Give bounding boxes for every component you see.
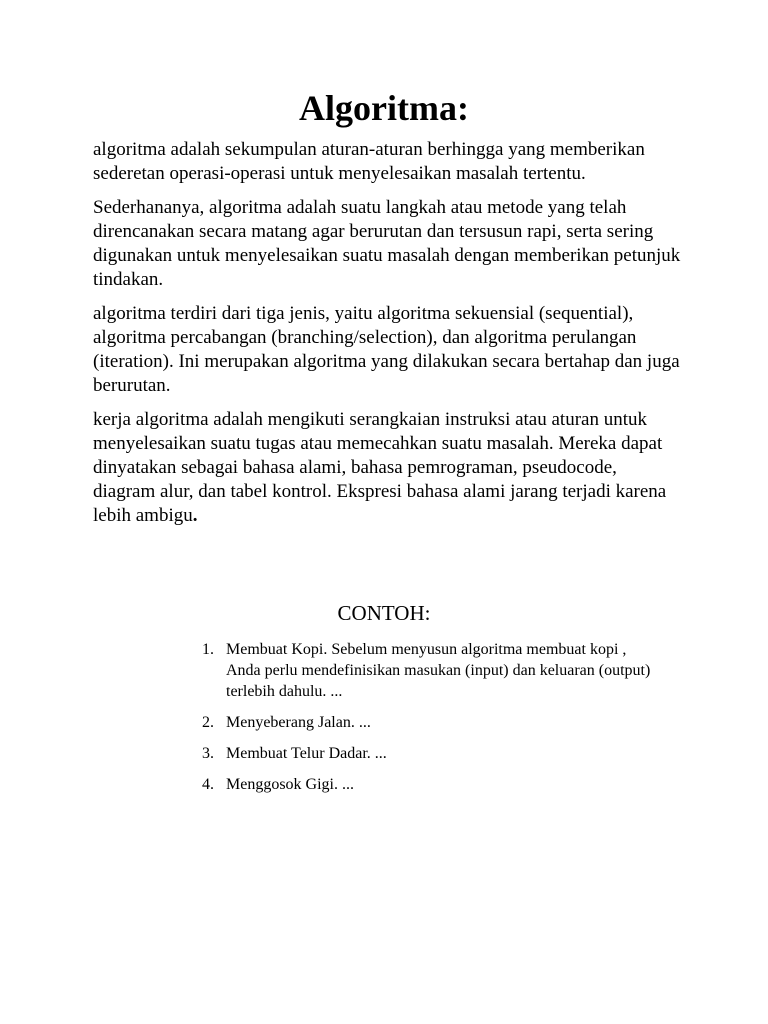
body-text	[93, 138, 683, 538]
list-item	[202, 743, 652, 764]
list-item-number: 4.	[202, 776, 214, 793]
list-item-text: Menyeberang Jalan. ...	[226, 714, 371, 731]
list-item-text: Menggosok Gigi. ...	[226, 776, 354, 793]
paragraph-simple-explanation	[93, 196, 683, 292]
list-item	[202, 774, 652, 795]
document-title: Algoritma:	[299, 88, 469, 128]
paragraph-text: Sederhananya, algoritma adalah suatu langkah atau metode yang telah direncanakan secara matang agar berurutan dan tersusun rapi, serta sering digunakan untuk menyelesaikan suatu masalah dengan memberikan petunjuk tindakan.	[93, 197, 681, 290]
list-item	[202, 639, 652, 702]
paragraph-text: algoritma adalah sekumpulan aturan-aturan berhingga yang memberikan sederetan operasi-operasi untuk menyelesaikan masalah tertentu.	[93, 139, 645, 184]
list-item-text: Membuat Kopi. Sebelum menyusun algoritma membuat kopi , Anda perlu mendefinisikan masukan (input) dan keluaran (output) terlebih dahulu. ...	[226, 641, 651, 700]
list-item	[202, 712, 652, 733]
examples-heading: CONTOH:	[337, 601, 431, 625]
paragraph-text: algoritma terdiri dari tiga jenis, yaitu algoritma sekuensial (sequential), algoritma percabangan (branching/selection), dan algoritma perulangan (iteration). Ini merupakan algoritma yang dilakukan secara bertahap dan juga berurutan.	[93, 303, 680, 396]
paragraph-bold-period: .	[192, 505, 198, 526]
list-item-number: 2.	[202, 714, 214, 731]
examples-list	[202, 639, 652, 805]
paragraph-how-it-works	[93, 408, 683, 528]
list-item-number: 3.	[202, 745, 214, 762]
paragraph-text: kerja algoritma adalah mengikuti serangkaian instruksi atau aturan untuk menyelesaikan suatu tugas atau memecahkan suatu masalah. Mereka dapat dinyatakan sebagai bahasa alami, bahasa pemrograman, pseudocode, diagram alur, dan tabel kontrol. Ekspresi bahasa alami jarang terjadi karena lebih ambigu	[93, 409, 667, 526]
list-item-text: Membuat Telur Dadar. ...	[226, 745, 387, 762]
list-item-number: 1.	[202, 641, 214, 658]
paragraph-types	[93, 302, 683, 398]
paragraph-definition	[93, 138, 683, 186]
